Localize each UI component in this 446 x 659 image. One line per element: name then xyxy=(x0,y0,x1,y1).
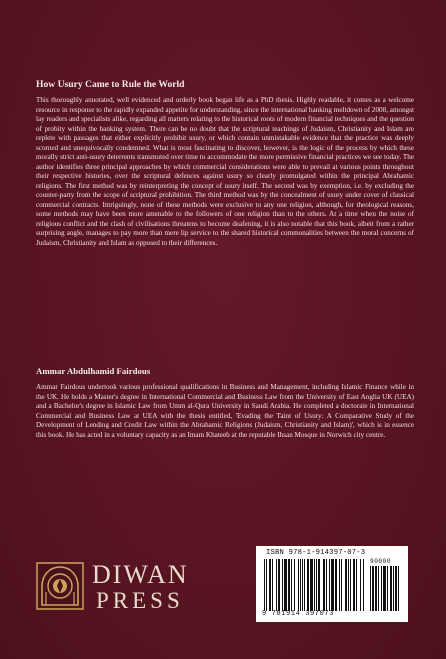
publisher-logo xyxy=(36,556,216,618)
isbn-label: ISBN 978-1-914397-07-3 xyxy=(266,549,366,557)
blurb-paragraph: This thoroughly annotated, well evidenced and orderly book began life as a PhD thesis. Highly readable, it comes as a welcome resource in response to the rapidly expanded appetite for understanding, since the international banking meltdown of 2008, amongst lay readers and specialists alike, regarding all matters relating to the historical roots of modern financial techniques and the question of probity within the banking system. There can be no doubt that the scriptural teachings of Judaism, Christianity and Islam are replete with passages that either explicitly prohibit usury, or which contain unmistakable evidence that the practice was deeply scorned and unequivocally condemned. What is most fascinating to discover, however, is the logic of the process by which these morally strict anti-usury deterrents transmuted over time to accommodate the more permissive financial practices we see today. The author identifies three principal approaches by which commercial considerations were able to prevail at various points throughout their respective histories, over the scriptural defences against usury so clearly promulgated within the principal Abrahamic religions. The first method was by reinterpreting the concept of usury itself. The second was by exemption, i.e. by excluding the counter-party from the scope of scriptural prohibition. The third method was by the concealment of usury under cover of classical commercial contracts. Intriguingly, none of these methods were exclusive to any one religion, although, for theological reasons, some methods may have been more amenable to the followers of one religion than to the others. At a time when the noise of religious conflict and the clash of civilisations threatens to become deafening, it is also notable that this book, albeit from a rather surprising angle, manages to pay more than mere lip service to the shared historical commonalities between the moral concerns of Judaism, Christianity and Islam as opposed to their differences. xyxy=(36,96,414,247)
price-code: 90000 xyxy=(370,558,392,565)
author-bio: Ammar Fairdous undertook various professional qualifications in Business and Management, including Islamic Finance while in the UK. He holds a Master's degree in International Commercial and Business Law from the University of East Anglia UK (UEA) and a Bachelor's degree in Islamic Law from Umm al-Qura University in Saudi Arabia. He completed a doctorate in International Commercial and Business Law at UEA with the thesis entitled, 'Evading the Taint of Usury: A Comparative Study of the Development of Lending and Credit Law within the Abrahamic Religions (Judaism, Christianity and Islam)', which is in essence this book. He has acted in a voluntary capacity as an Imam Khateeb at the reputable Ihsan Mosque in Norwich city centre. xyxy=(36,383,414,439)
publisher-name-line2: PRESS xyxy=(96,588,184,613)
blurb-title: How Usury Came to Rule the World xyxy=(36,79,185,90)
ean-digits: 9 781914 397073 xyxy=(262,610,335,618)
barcode-addon-bars xyxy=(370,566,402,611)
diwan-press-emblem-icon xyxy=(36,562,84,610)
author-name: Ammar Abdulhamid Fairdous xyxy=(36,366,151,376)
publisher-name-line1: DIWAN xyxy=(92,560,189,589)
isbn-barcode xyxy=(256,546,408,622)
barcode-bars xyxy=(264,559,364,611)
